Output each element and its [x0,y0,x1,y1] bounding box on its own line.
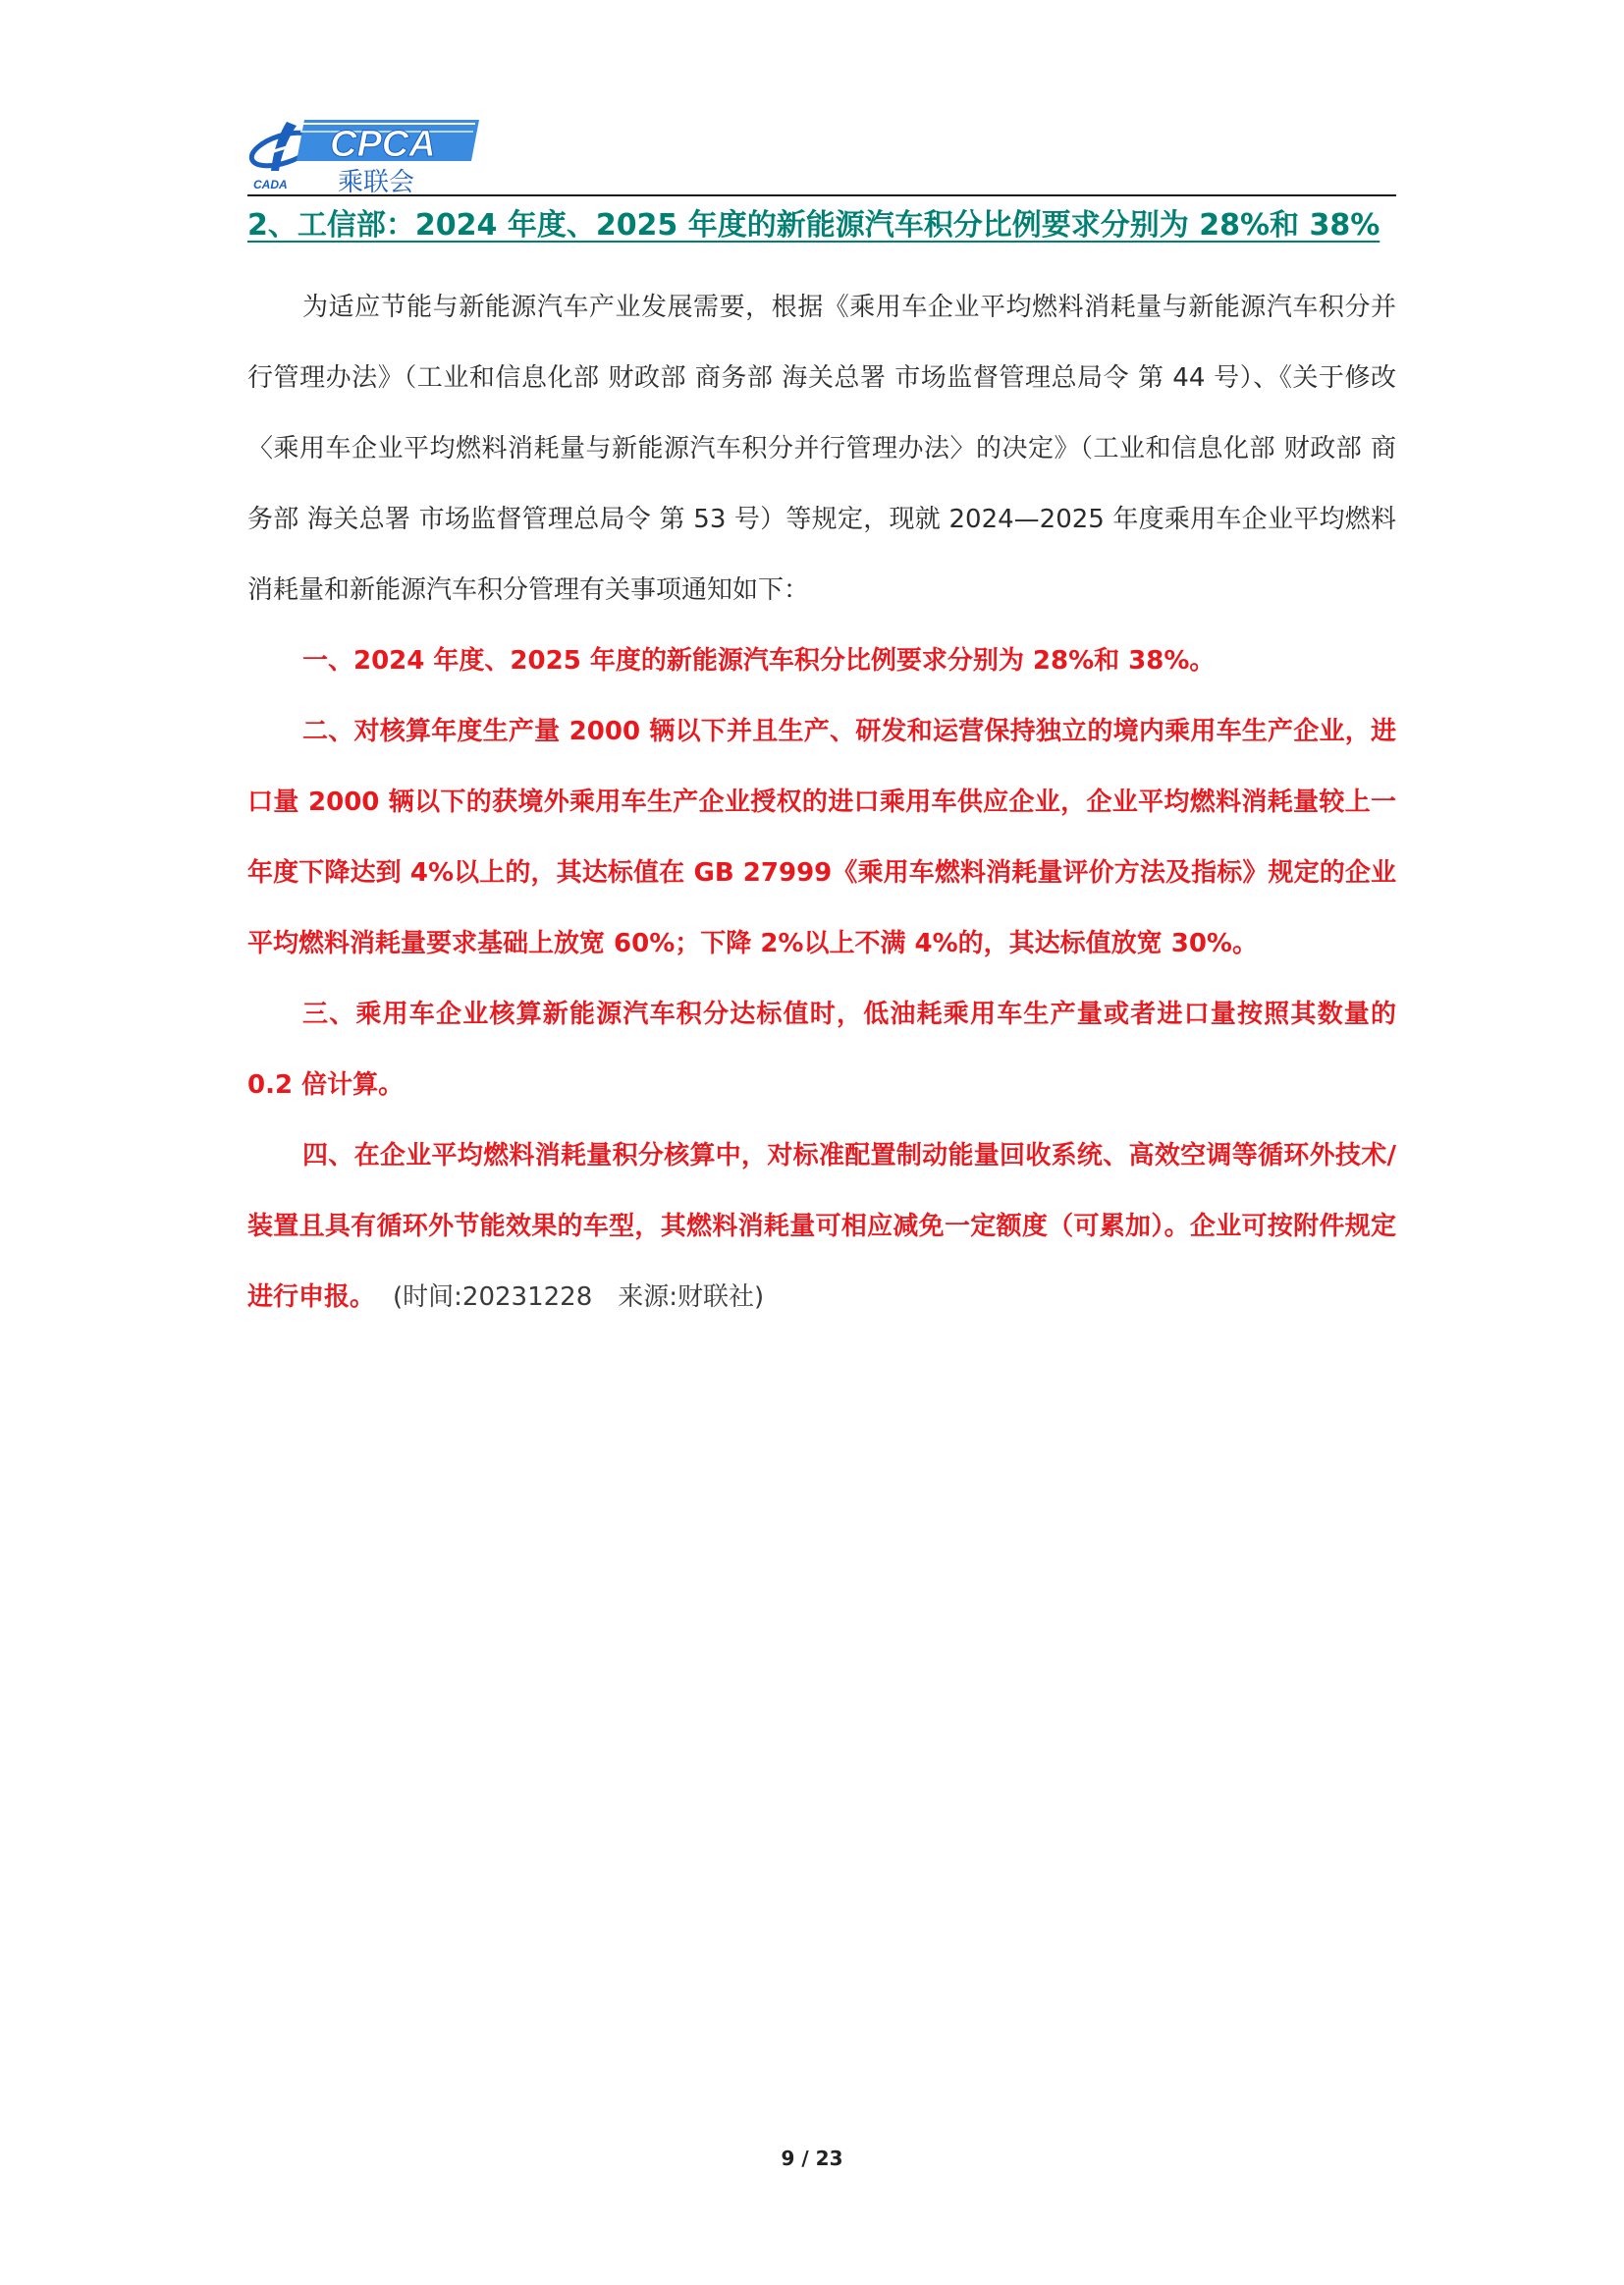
item-3-paragraph: 三、乘用车企业核算新能源汽车积分达标值时，低油耗乘用车生产量或者进口量按照其数量的 0.2 倍计算。 [247,1000,1396,1100]
logo-subtext: 乘联会 [338,168,415,194]
page-number: 9 / 23 [781,2147,843,2170]
item-1-paragraph: 一、2024 年度、2025 年度的新能源汽车积分比例要求分别为 28%和 38%。 [302,646,1216,676]
item-2-paragraph: 二、对核算年度生产量 2000 辆以下并且生产、研发和运营保持独立的境内乘用车生产企业，进口量 2000 辆以下的获境外乘用车生产企业授权的进口乘用车供应企业，企业平均燃料消耗量较上一年度下降达到 4%以上的，其达标值在 GB 27999《乘用车燃料消耗量评价方法及指标》规定的企业平均燃料消耗量要求基础上放宽 60%；下降 2%以上不满 4%的，其达标值放宽 30%。 [247,717,1396,958]
source-note: (时间:20231228 来源:财联社) [393,1282,765,1312]
cpca-logo [247,110,483,194]
item-4-text: 四、在企业平均燃料消耗量积分核算中，对标准配置制动能量回收系统、高效空调等循环外技术/装置且具有循环外节能效果的车型，其燃料消耗量可相应减免一定额度（可累加）。企业可按附件规定进行申报。 [247,1141,1396,1312]
intro-paragraph: 为适应节能与新能源汽车产业发展需要，根据《乘用车企业平均燃料消耗量与新能源汽车积分并行管理办法》（工业和信息化部 财政部 商务部 海关总署 市场监督管理总局令 第 44 号）、《关于修改〈乘用车企业平均燃料消耗量与新能源汽车积分并行管理办法〉的决定》（工业和信息化部 财政部 商务部 海关总署 市场监督管理总局令 第 53 号）等规定，现就 2024—2025 年度乘用车企业平均燃料消耗量和新能源汽车积分管理有关事项通知如下： [247,293,1396,605]
page-header [247,110,1396,196]
item-4-paragraph [247,1120,1396,1333]
logo-mark-text: CADA [253,178,288,191]
article-body [247,272,1396,1333]
header-divider [247,194,1396,196]
logo-text: CPCA [330,124,436,165]
section-headline: 2、工信部：2024 年度、2025 年度的新能源汽车积分比例要求分别为 28%和 38% [247,208,1380,243]
